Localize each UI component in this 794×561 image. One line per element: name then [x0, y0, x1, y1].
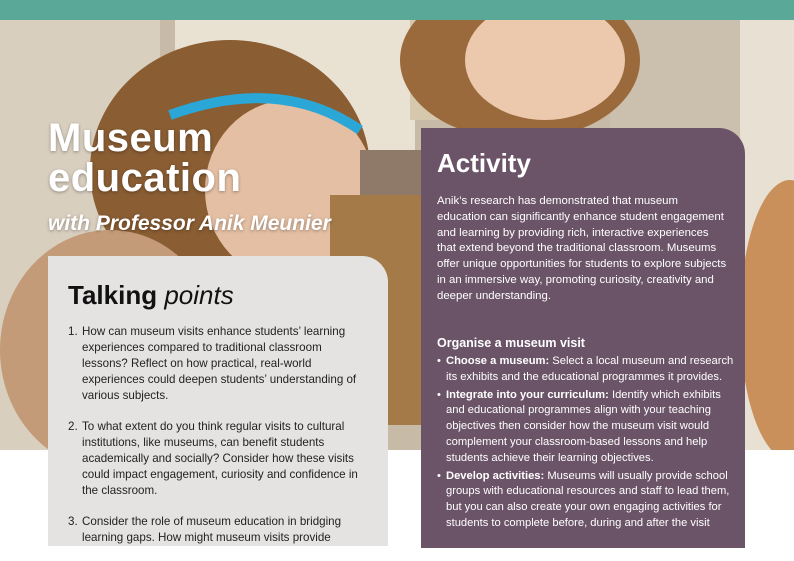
activity-heading: Activity	[437, 148, 531, 178]
talking-points-list	[68, 324, 368, 561]
activity-bullet-list	[437, 354, 737, 534]
activity-subheading: Organise a museum visit	[437, 336, 585, 350]
list-item-number: 1.	[68, 325, 78, 338]
page-subtitle: with Professor Anik Meunier	[48, 212, 331, 235]
list-item-text: Consider the role of museum education in bridging learning gaps. How might museum visits provide	[82, 515, 342, 544]
title-line-1: Museum	[48, 116, 214, 160]
list-item	[68, 419, 368, 499]
talking-points-heading-bold: Talking	[68, 280, 158, 310]
bullet-lead: Choose a museum:	[446, 355, 550, 367]
list-item-text: How can museum visits enhance students’ learning experiences compared to traditional classroom lessons? Reflect on how practical, real-world experiences could deepen students’ understanding of various subjects.	[82, 325, 357, 402]
list-item	[68, 324, 368, 404]
list-item	[437, 469, 737, 532]
bullet-text: Museums will usually provide school groups with educational resources and staff to lead them, but you can also create your own engaging activities for students to complete before, during and after the visit	[446, 469, 730, 529]
list-item-text: To what extent do you think regular visits to cultural institutions, like museums, can benefit students academically and socially? Consider how these visits could impact engagement, curiosity and confidence in the classroom.	[82, 420, 358, 497]
bullet-lead: Integrate into your curriculum:	[446, 388, 609, 401]
bullet-icon: •	[437, 469, 441, 482]
bullet-icon: •	[437, 388, 441, 401]
bullet-text: Select a local museum and research its exhibits and the educational programmes it provides.	[446, 355, 734, 383]
list-item	[437, 388, 737, 467]
list-item-number: 3.	[68, 515, 78, 528]
activity-panel	[421, 128, 745, 548]
talking-points-panel	[48, 256, 388, 546]
bullet-text: Identify which exhibits and educational programmes align with your teaching objectives then consider how the museum visit would complement your classroom-based lessons and help students achieve their learning objectives.	[446, 388, 721, 464]
page-title	[48, 118, 241, 198]
list-item	[437, 354, 737, 386]
title-line-2: education	[48, 156, 242, 200]
top-accent-bar	[0, 0, 794, 20]
activity-intro: Anik’s research has demonstrated that museum education can significantly enhance student engagement and learning by providing rich, interactive experiences that extend beyond the traditional classroom. Museums offer unique opportunities for students to explore subjects in an immersive way, promoting curiosity, creativity and deeper understanding.	[437, 195, 727, 302]
list-item	[68, 514, 368, 546]
talking-points-heading-light: points	[164, 280, 234, 310]
bullet-icon: •	[437, 355, 441, 367]
list-item-number: 2.	[68, 420, 78, 433]
bullet-lead: Develop activities:	[446, 469, 545, 482]
talking-points-heading	[68, 280, 234, 311]
